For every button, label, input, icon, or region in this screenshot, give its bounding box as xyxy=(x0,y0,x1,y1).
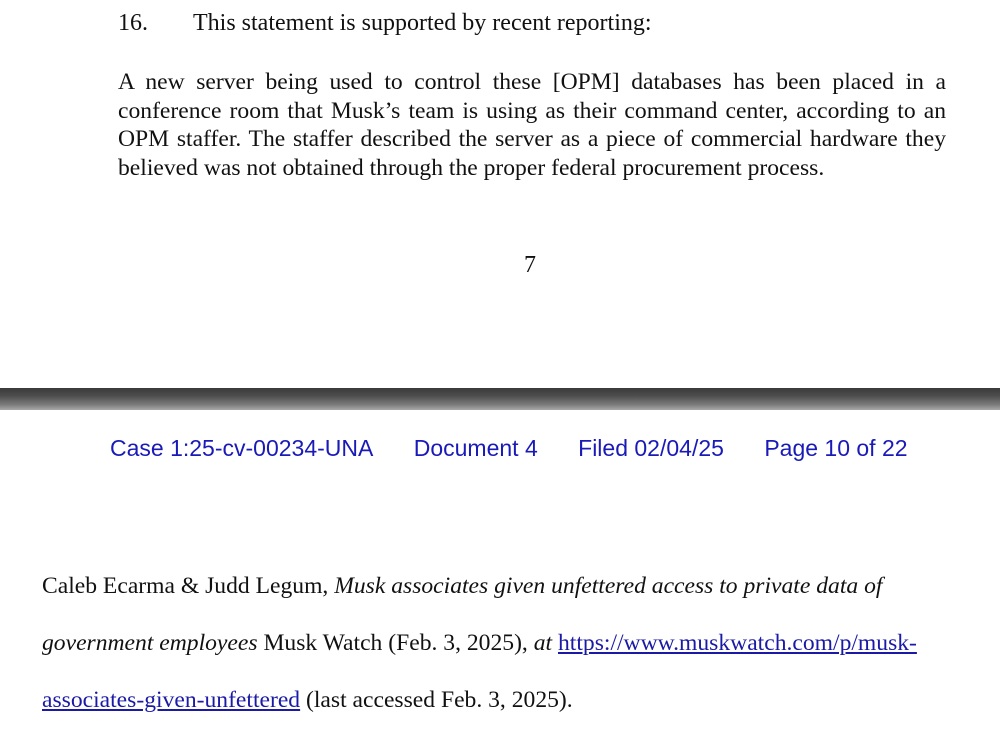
citation-link-part-2[interactable]: associates-given-unfettered xyxy=(42,687,301,713)
citation-line-1 xyxy=(42,558,982,615)
citation-line-3 xyxy=(42,672,982,729)
page-number: 7 xyxy=(524,252,536,278)
block-quote: A new server being used to control these [OPM] databases has been placed in a conference room that Musk’s team is using as their command center, according to an OPM staffer. The staffer described the server as a piece of commercial hardware they believed was not obtained through the proper federal procurement process. xyxy=(118,69,946,181)
case-header xyxy=(110,432,908,464)
citation-at: at xyxy=(533,630,553,656)
citation-link-part-1[interactable]: https://www.muskwatch.com/p/musk- xyxy=(558,630,917,656)
citation-source: Musk Watch (Feb. 3, 2025), xyxy=(257,630,534,656)
citation-authors: Caleb Ecarma & Judd Legum, xyxy=(42,573,335,599)
page-separator xyxy=(0,388,1000,410)
citation-line-2 xyxy=(42,615,982,672)
paragraph-text: This statement is supported by recent reporting: xyxy=(193,10,652,36)
paragraph-number: 16. xyxy=(118,10,148,36)
citation-title-part-1: Musk associates given unfettered access to private data of xyxy=(334,573,883,599)
page-indicator: Page 10 of 22 xyxy=(764,435,908,461)
citation-accessed: (last accessed Feb. 3, 2025). xyxy=(300,687,573,713)
filed-date: Filed 02/04/25 xyxy=(578,435,724,461)
case-number: Case 1:25-cv-00234-UNA xyxy=(110,435,374,461)
citation-title-part-2: government employees xyxy=(42,630,258,656)
footnote-citation xyxy=(42,558,982,729)
document-number: Document 4 xyxy=(413,435,538,461)
paragraph-16 xyxy=(118,8,652,38)
